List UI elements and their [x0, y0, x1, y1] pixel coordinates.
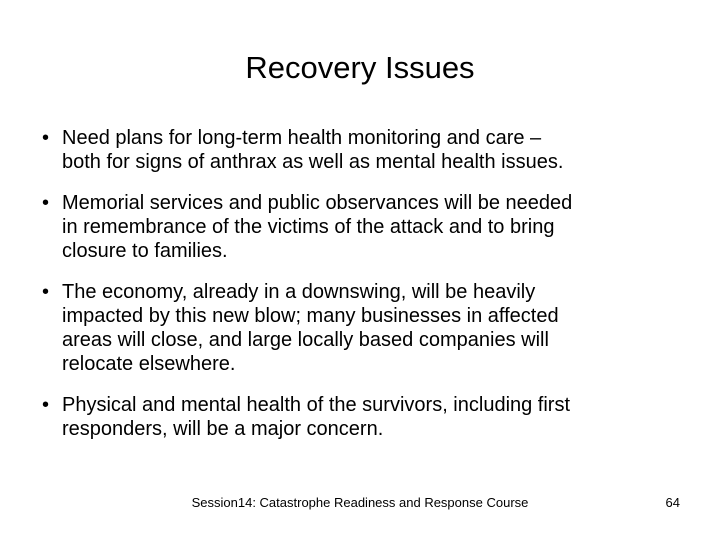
bullet-line: relocate elsewhere. [62, 353, 236, 375]
bullet-line: Need plans for long-term health monitoring and care – [62, 127, 542, 149]
bullet-line: responders, will be a major concern. [62, 418, 384, 440]
bullet-item [36, 280, 686, 376]
bullet-line: in remembrance of the victims of the attack and to bring [62, 216, 555, 238]
bullet-item [36, 191, 686, 263]
bullet-list [36, 126, 686, 458]
bullet-line: closure to families. [62, 240, 228, 262]
bullet-dot-icon: • [42, 281, 50, 303]
bullet-dot-icon: • [42, 127, 50, 149]
bullet-dot-icon: • [42, 192, 50, 214]
bullet-line: areas will close, and large locally based companies will [62, 329, 549, 351]
bullet-line: Physical and mental health of the survivors, including first [62, 394, 571, 416]
bullet-line: impacted by this new blow; many businesses in affected [62, 305, 559, 327]
page-number: 64 [665, 495, 680, 510]
bullet-line: both for signs of anthrax as well as mental health issues. [62, 151, 564, 173]
slide-title: Recovery Issues [245, 50, 475, 85]
bullet-item [36, 126, 686, 174]
footer-text: Session14: Catastrophe Readiness and Response Course [191, 495, 529, 510]
bullet-line: Memorial services and public observances will be needed [62, 192, 573, 214]
bullet-dot-icon: • [42, 394, 50, 416]
bullet-item [36, 393, 686, 441]
bullet-line: The economy, already in a downswing, will be heavily [62, 281, 536, 303]
